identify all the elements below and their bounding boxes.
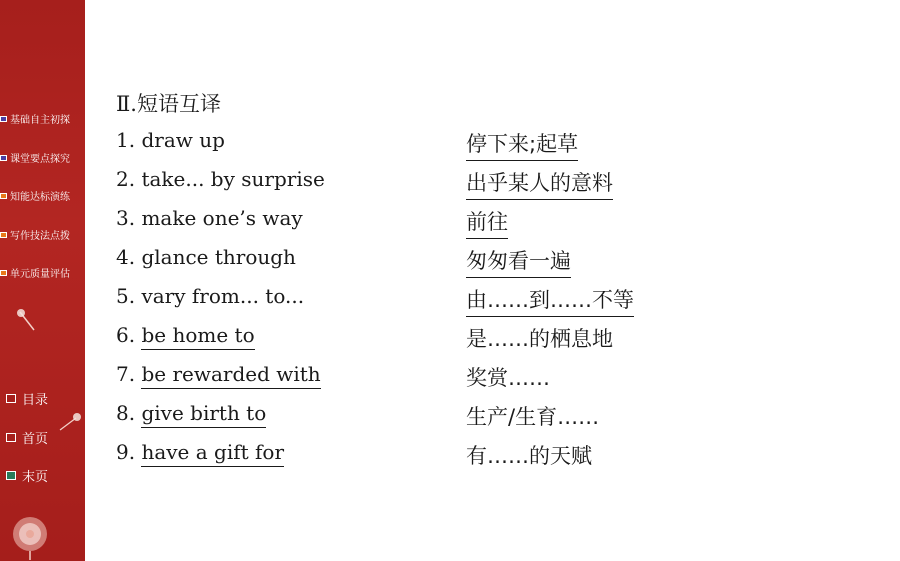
phrase-row — [116, 206, 816, 236]
nav-item-label: 知能达标演练 — [10, 192, 70, 203]
english-phrase: 8. give birth to — [116, 401, 266, 425]
chinese-answer: 由……到……不等 — [466, 284, 634, 317]
english-phrase: 6. be home to — [116, 323, 255, 347]
nav-item-label: 单元质量评估 — [10, 269, 70, 280]
english-phrase: 4. glance through — [116, 245, 296, 269]
chinese-answer: 匆匆看一遍 — [466, 245, 571, 278]
phrase-row — [116, 167, 816, 197]
phrase-row — [116, 128, 816, 158]
nav-item-label: 写作技法点拨 — [10, 231, 70, 242]
phrase-row — [116, 323, 816, 353]
chinese-answer: 前往 — [466, 206, 508, 239]
english-phrase: 3. make one’s way — [116, 206, 303, 230]
phrase-row — [116, 440, 816, 470]
chinese-answer: 出乎某人的意料 — [466, 167, 613, 200]
english-phrase: 5. vary from... to... — [116, 284, 305, 308]
phrase-row — [116, 245, 816, 275]
nav-item-label: 基础自主初探 — [10, 115, 70, 126]
nav-item-label: 课堂要点探究 — [10, 154, 70, 165]
toc-label: 目录 — [22, 393, 49, 408]
english-phrase: 1. draw up — [116, 128, 225, 152]
chinese-prompt: 有……的天赋 — [466, 444, 592, 468]
last-page-label: 末页 — [22, 470, 49, 485]
english-phrase: 9. have a gift for — [116, 440, 284, 464]
chinese-prompt: 奖赏…… — [466, 366, 550, 390]
home-label: 首页 — [22, 432, 49, 447]
phrase-row — [116, 284, 816, 314]
chinese-prompt: 是……的栖息地 — [466, 327, 613, 351]
english-phrase: 2. take... by surprise — [116, 167, 325, 191]
chinese-prompt: 生产/生育…… — [466, 405, 600, 429]
chinese-answer: 停下来;起草 — [466, 128, 578, 161]
english-phrase: 7. be rewarded with — [116, 362, 321, 386]
phrase-row — [116, 401, 816, 431]
phrase-row — [116, 362, 816, 392]
section-heading: Ⅱ.短语互译 — [116, 92, 221, 116]
